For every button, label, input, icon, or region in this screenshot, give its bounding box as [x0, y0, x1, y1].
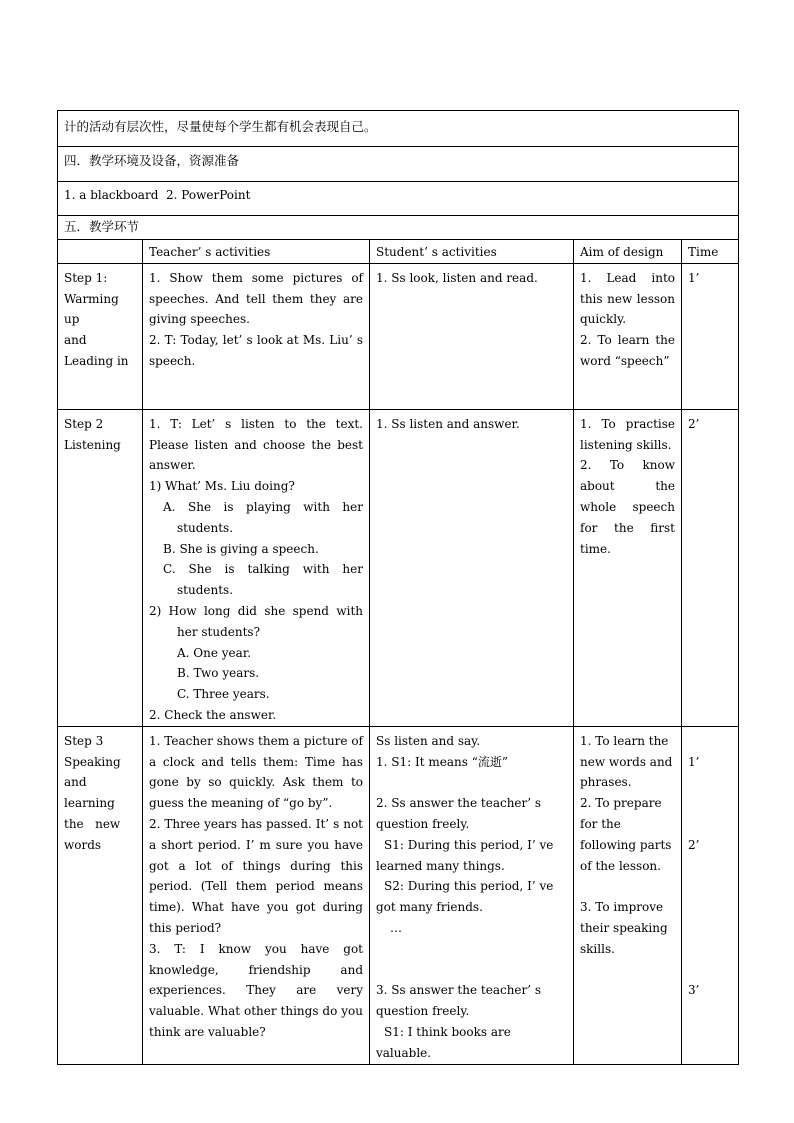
step1-time: 1’ — [688, 270, 700, 285]
step3-time: 1’ 2’ 3’ — [688, 754, 700, 998]
step2-student: 1. Ss listen and answer. — [376, 416, 520, 431]
lesson-plan-table — [57, 110, 739, 1065]
header-time: Time — [682, 240, 739, 264]
step2-time: 2’ — [688, 416, 700, 431]
section4-title: 四．教学环境及设备，资源准备 — [64, 153, 240, 168]
step1-name: Step 1: Warming up and Leading in — [64, 270, 129, 368]
intro-text: 计的活动有层次性，尽量使每个学生都有机会表现自己。 — [64, 119, 377, 134]
step2-teacher: 1. T: Let’ s listen to the text. Please listen and choose the best answer. 1) What’ Ms. Liu doing? A. She is playing with her students. B. She is giving a speech. C. She is talking with her students. 2) How long did she spend with her students? A. One year. B. Two years. C. Three years. 2. Check the answer. — [149, 416, 363, 722]
step2-aim: 1. To practise listening skills. 2. To know about the whole speech for the first time. — [580, 416, 675, 556]
intro-row — [58, 111, 739, 147]
step1-aim: 1. Lead into this new lesson quickly. 2. To learn the word “speech” — [580, 270, 675, 368]
step3-teacher: 1. Teacher shows them a picture of a clock and tells them: Time has gone by so quickly. Ask them to guess the meaning of “go by”. 2. Three years has passed. It’ s not a short period. I’ m sure you have got a lot of things during this period. (Tell them period means time). What have you got during this period? 3. T: I know you have got knowledge, friendship and experiences. They are very valuable. What other things do you think are valuable? — [149, 733, 363, 1039]
section4-row — [58, 147, 739, 182]
step1-teacher: 1. Show them some pictures of speeches. And tell them they are giving speeches. 2. T: Today, let’ s look at Ms. Liu’ s speech. — [149, 270, 363, 368]
step1-student: 1. Ss look, listen and read. — [376, 270, 538, 285]
header-aim: Aim of design — [574, 240, 682, 264]
resources-row — [58, 182, 739, 216]
header-row — [58, 240, 739, 264]
header-teacher: Teacher’ s activities — [143, 240, 370, 264]
header-student: Student’ s activities — [370, 240, 574, 264]
step3-row — [58, 726, 739, 1064]
section5-row — [58, 216, 739, 240]
step3-student: Ss listen and say. 1. S1: It means “流逝” 2. Ss answer the teacher’ s question freely. S1: During this period, I’ ve learned many things. S2: During this period, I’ ve got many friends. … 3. Ss answer the teacher’ s question freely. S1: I think books are valuable. — [376, 733, 554, 1060]
step3-name: Step 3 Speaking and learning the new words — [64, 733, 121, 852]
step2-name: Step 2 Listening — [64, 416, 121, 452]
section5-title: 五．教学环节 — [64, 219, 140, 234]
step2-row — [58, 409, 739, 726]
lesson-plan-page — [57, 110, 738, 1065]
header-step — [58, 240, 143, 264]
step3-aim: 1. To learn the new words and phrases. 2. To prepare for the following parts of the lesson. 3. To improve their speaking skills. — [580, 733, 673, 956]
resources-text: 1. a blackboard 2. PowerPoint — [64, 188, 251, 202]
step1-row — [58, 263, 739, 409]
